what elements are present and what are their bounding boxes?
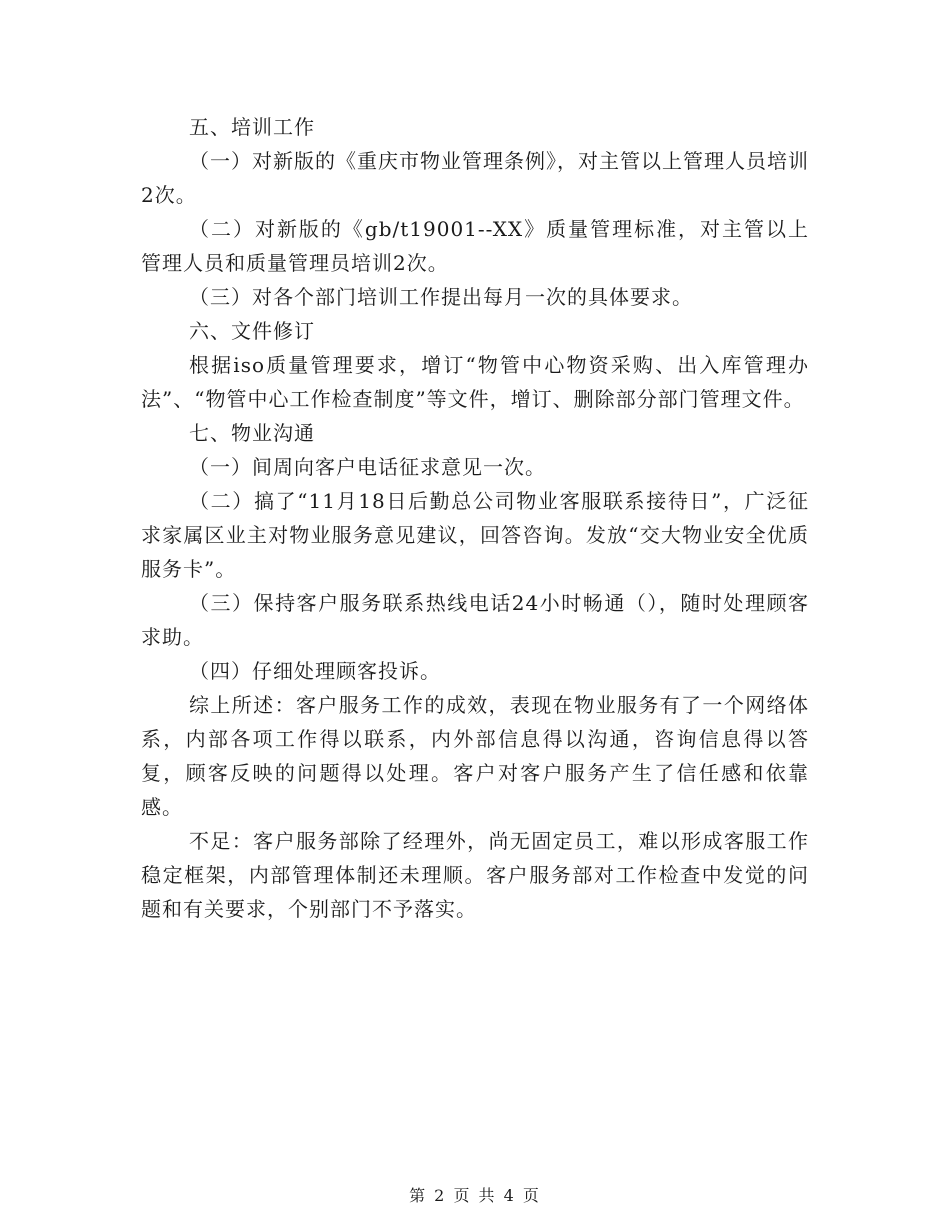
paragraph: （二）对新版的《gb/t19001--XX》质量管理标准，对主管以上管理人员和质量管理员培训2次。 [141,217,809,275]
paragraph: （一）对新版的《重庆市物业管理条例》，对主管以上管理人员培训2次。 [141,149,809,207]
paragraph: （三）对各个部门培训工作提出每月一次的具体要求。 [189,285,693,309]
paragraph: （一）间周向客户电话征求意见一次。 [189,455,546,479]
paragraph: （四）仔细处理顾客投诉。 [189,659,441,683]
document-body [141,110,809,926]
paragraph: （三）保持客户服务联系热线电话24小时畅通（），随时处理顾客求助。 [141,591,809,649]
section-heading-document-revision: 六、文件修订 [189,319,315,343]
paragraph: 根据iso质量管理要求，增订“物管中心物资采购、出入库管理办法”、“物管中心工作检查制度”等文件，增订、删除部分部门管理文件。 [141,353,809,411]
summary-paragraph: 综上所述：客户服务工作的成效，表现在物业服务有了一个网络体系，内部各项工作得以联系，内外部信息得以沟通，咨询信息得以答复，顾客反映的问题得以处理。客户对客户服务产生了信任感和依靠感。 [141,693,809,819]
section-heading-communication: 七、物业沟通 [189,421,315,445]
page-number-footer: 第 2 页 共 4 页 [409,1186,541,1205]
shortcomings-paragraph: 不足：客户服务部除了经理外，尚无固定员工，难以形成客服工作稳定框架，内部管理体制还未理顺。客户服务部对工作检查中发觉的问题和有关要求，个别部门不予落实。 [141,829,809,921]
paragraph: （二）搞了“11月18日后勤总公司物业客服联系接待日”，广泛征求家属区业主对物业服务意见建议，回答咨询。发放“交大物业安全优质服务卡”。 [141,489,809,581]
section-heading-training: 五、培训工作 [189,115,315,139]
